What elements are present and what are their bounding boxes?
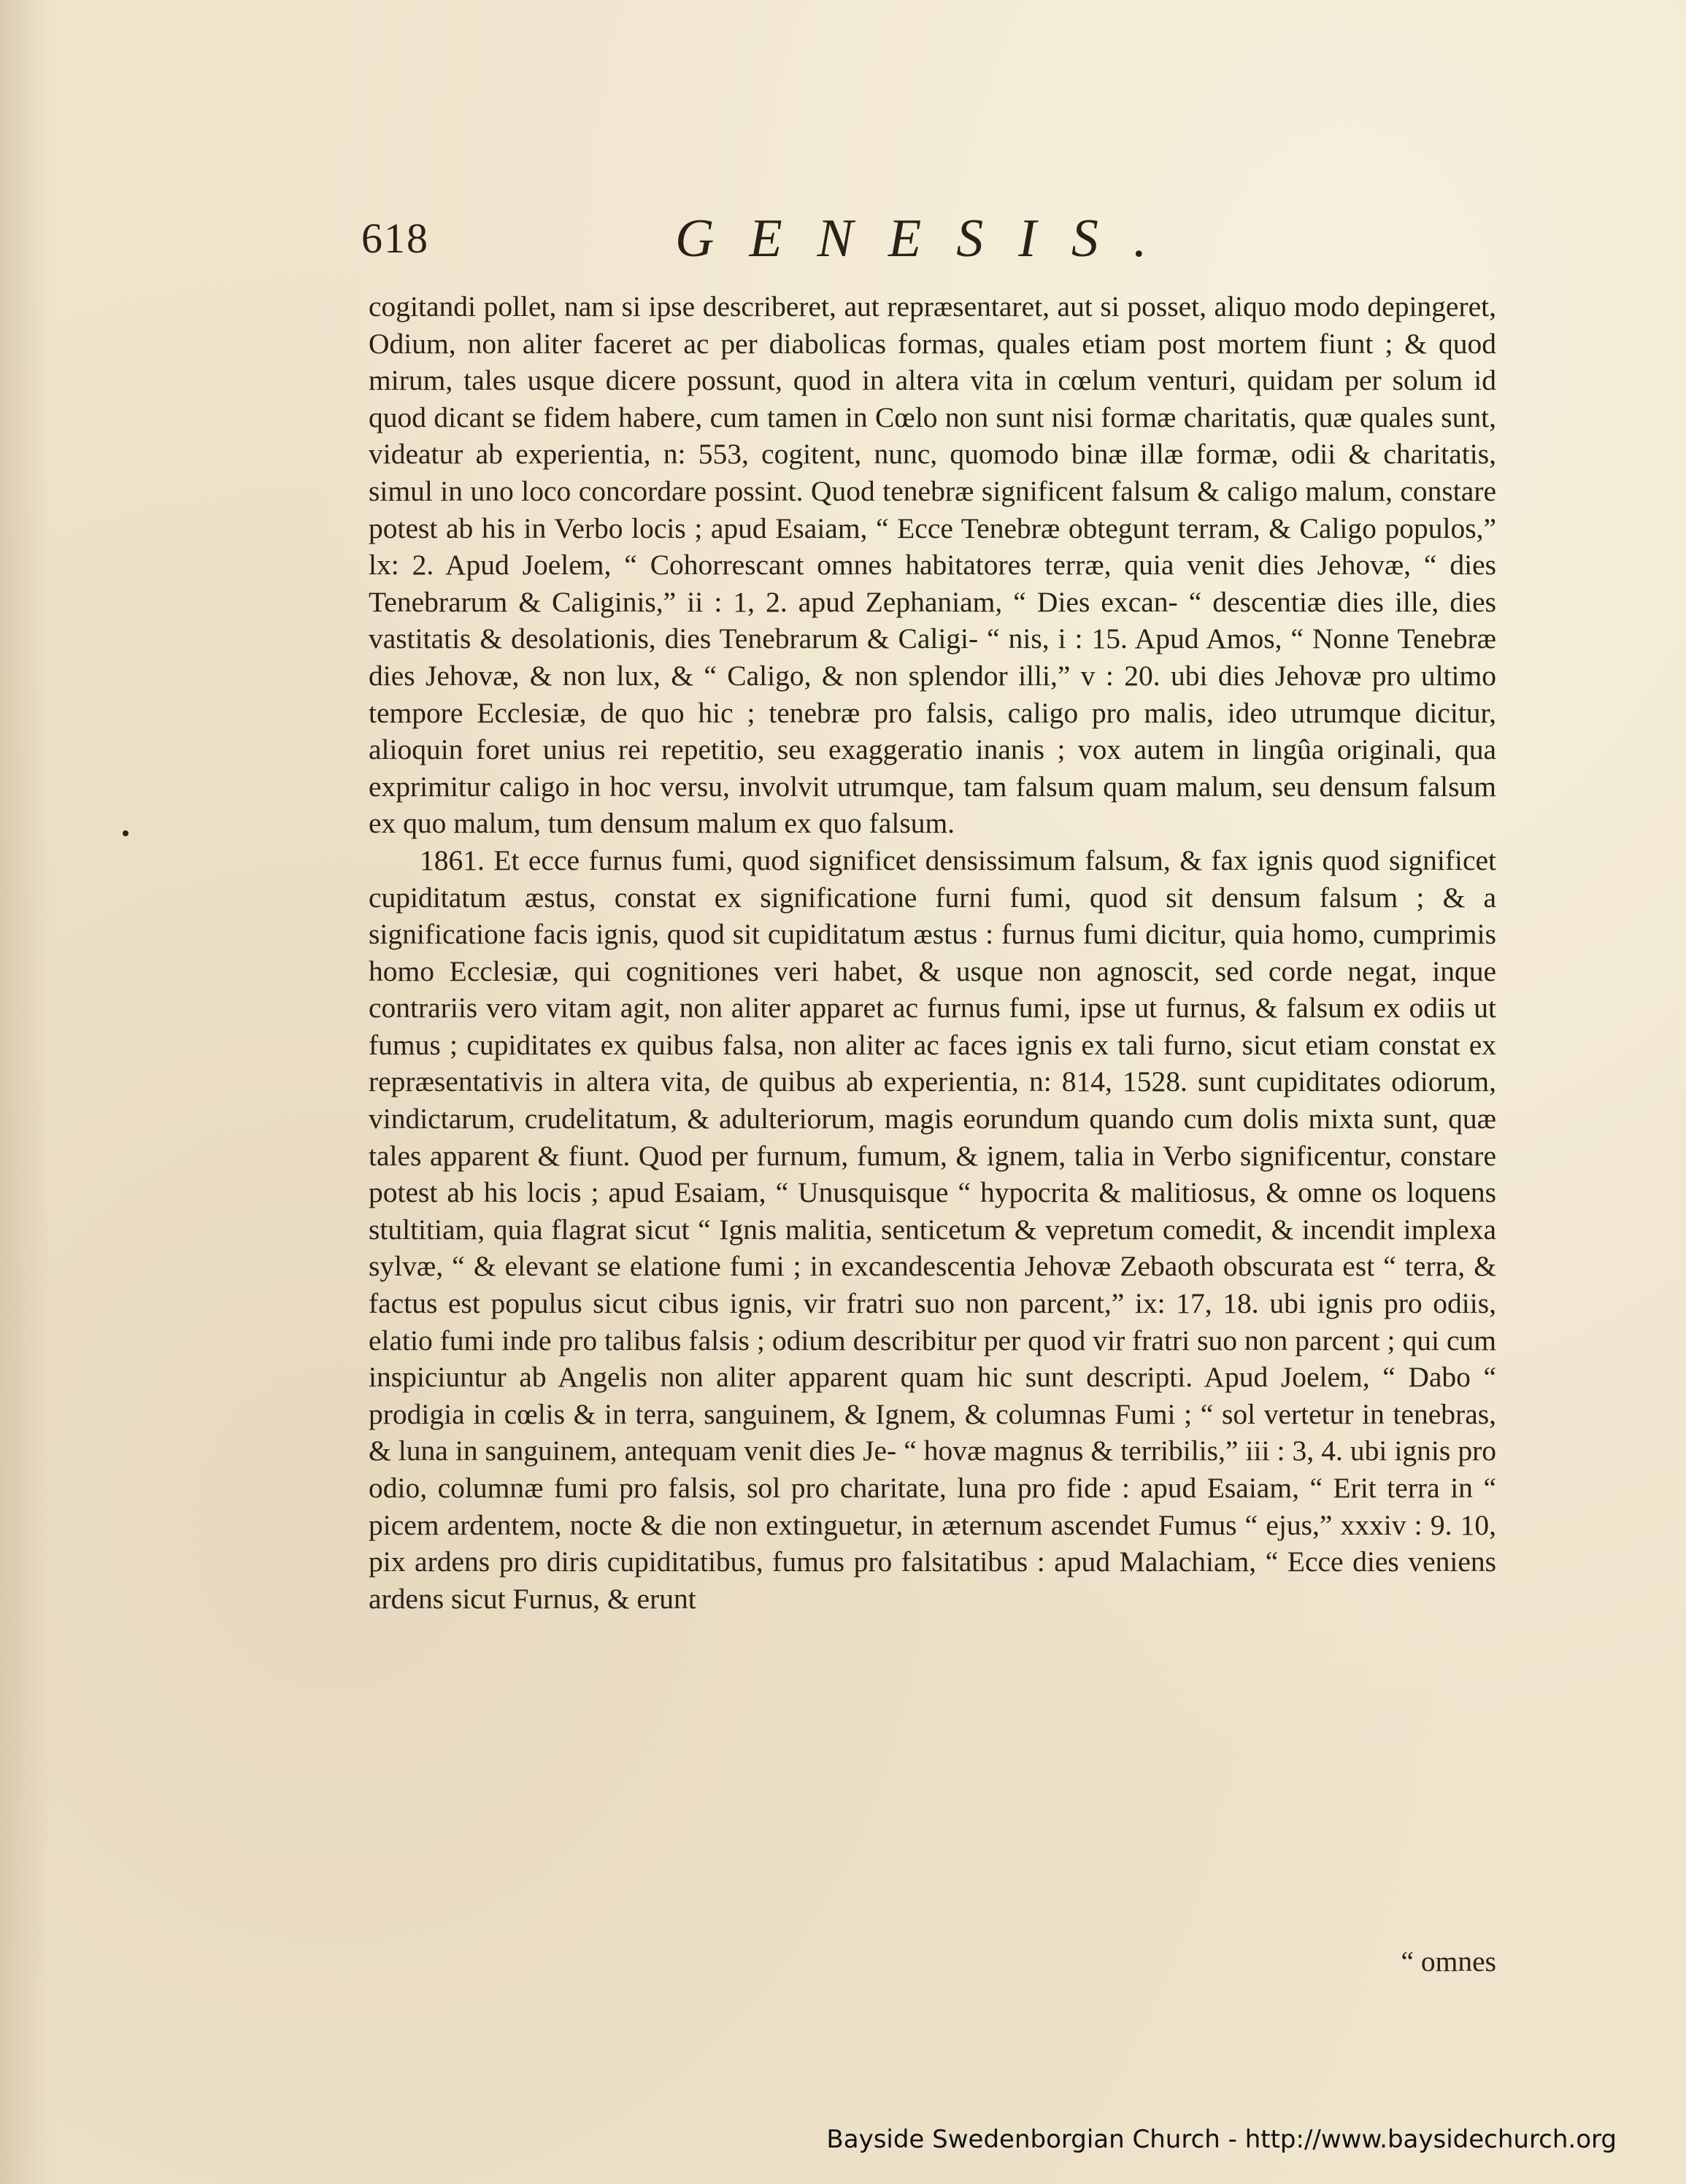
page-number: 618 (361, 215, 429, 262)
source-watermark: Bayside Swedenborgian Church - http://www.baysidechurch.org (826, 2125, 1617, 2154)
catchword: “ omnes (1401, 1945, 1496, 1977)
paragraph-continuation: cogitandi pollet, nam si ipse describeret, aut repræsentaret, aut si posset, aliquo modo depingeret, Odium, non aliter faceret ac per diabolicas formas, quales etiam post mortem fiunt ; & quod mirum, tales usque dicere possunt, quod in altera vita in cœlum venturi, quidam per solum id quod dicant se fidem habere, cum tamen in Cœlo non sunt nisi formæ charitatis, quæ quales sunt, videatur ab experientia, n: 553, cogitent, nunc, quomodo binæ illæ formæ, odii & charitatis, simul in uno loco concordare possint. Quod tenebræ significent falsum & caligo malum, constare potest ab his in Verbo locis ; apud Esaiam, “ Ecce Tenebræ obtegunt terram, & Caligo populos,” lx: 2. Apud Joelem, “ Cohorrescant omnes habitatores terræ, quia venit dies Jehovæ, “ dies Tenebrarum & Caliginis,” ii : 1, 2. apud Zephaniam, “ Dies excan- “ descentiæ dies ille, dies vastitatis & desolationis, dies Tenebrarum & Caligi- “ nis, i : 15. Apud Amos, “ Nonne Tenebræ dies Jehovæ, & non lux, & “ Caligo, & non splendor illi,” v : 20. ubi dies Jehovæ pro ultimo tempore Ecclesiæ, de quo hic ; tenebræ pro falsis, caligo pro malis, ideo utrumque dicitur, alioquin foret unius rei repetitio, seu exaggeratio inanis ; vox autem in lingûa originali, qua exprimitur caligo in hoc versu, involvit utrumque, tam falsum quam malum, seu densum falsum ex quo malum, tum densum malum ex quo falsum. (369, 290, 1496, 840)
page-header (361, 208, 1496, 274)
ink-spot (123, 830, 128, 836)
body-text (369, 288, 1496, 1617)
paragraph-1861: 1861. Et ecce furnus fumi, quod significet densissimum falsum, & fax ignis quod significet cupiditatum æstus, constat ex significatione furni fumi, quod sit densum falsum ; & a significatione facis ignis, quod sit cupiditatum æstus : furnus fumi dicitur, quia homo, cumprimis homo Ecclesiæ, qui cognitiones veri habet, & usque non agnoscit, sed corde negat, inque contrariis vero vitam agit, non aliter apparet ac furnus fumi, ipse ut furnus, & falsum ex odiis ut fumus ; cupiditates ex quibus falsa, non aliter ac faces ignis ex tali furno, sicut etiam constat ex repræsentativis in altera vita, de quibus ab experientia, n: 814, 1528. sunt cupiditates odiorum, vindictarum, crudelitatum, & adulteriorum, magis eorundum quando cum dolis mixta sunt, quæ tales apparent & fiunt. Quod per furnum, fumum, & ignem, talia in Verbo significentur, constare potest ab his locis ; apud Esaiam, “ Unusquisque “ hypocrita & malitiosus, & omne os loquens stultitiam, quia flagrat sicut “ Ignis malitia, senticetum & vepretum comedit, & incendit implexa sylvæ, “ & elevant se elatione fumi ; in excandescentia Jehovæ Zebaoth obscurata est “ terra, & factus est populus sicut cibus ignis, vir fratri suo non parcent,” ix: 17, 18. ubi ignis pro odiis, elatio fumi inde pro talibus falsis ; odium describitur per quod vir fratri suo non parcent ; qui cum inspiciuntur ab Angelis non aliter apparent quam hic sunt descripti. Apud Joelem, “ Dabo “ prodigia in cœlis & in terra, sanguinem, & Ignem, & columnas Fumi ; “ sol vertetur in tenebras, & luna in sanguinem, antequam venit dies Je- “ hovæ magnus & terribilis,” iii : 3, 4. ubi ignis pro odio, columnæ fumi pro falsis, sol pro charitate, luna pro fide : apud Esaiam, “ Erit terra in “ picem ardentem, nocte & die non extinguetur, in æternum ascendet Fumus “ ejus,” xxxiv : 9. 10, pix ardens pro diris cupiditatibus, fumus pro falsitatibus : apud Malachiam, “ Ecce dies veniens ardens sicut Furnus, & erunt (369, 844, 1496, 1615)
running-title: GENESIS. (675, 209, 1182, 269)
